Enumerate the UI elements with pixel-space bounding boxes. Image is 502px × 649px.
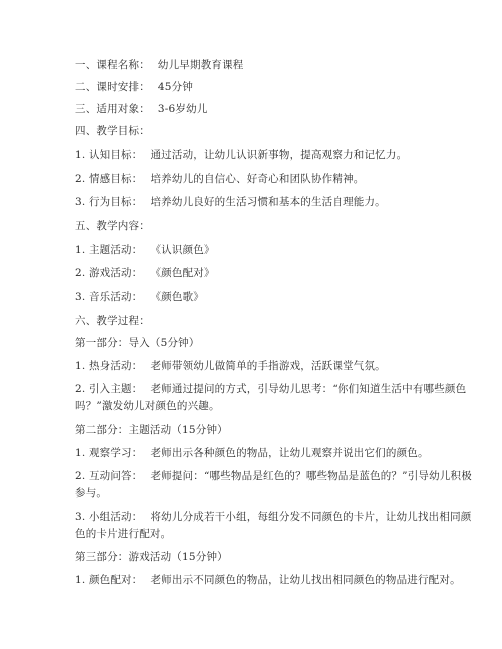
color-match-line <box>75 572 475 589</box>
content-game-value: 《颜色配对》 <box>150 267 215 279</box>
content-theme-line <box>75 242 475 259</box>
process-heading: 六、教学过程： <box>75 315 150 327</box>
goal-cognitive-label: 1. 认知目标： <box>75 149 143 161</box>
goal-emotional-line <box>75 171 475 188</box>
content-heading: 五、教学内容： <box>75 220 150 232</box>
content-game-line <box>75 265 475 282</box>
duration-value: 45分钟 <box>157 81 194 93</box>
goal-behavior-line <box>75 194 475 211</box>
warmup-label: 1. 热身活动： <box>75 360 143 372</box>
observe-value: 老师出示各种颜色的物品，让幼儿观察并说出它们的颜色。 <box>150 447 429 459</box>
content-game-label: 2. 游戏活动： <box>75 267 143 279</box>
section-heading-goals <box>75 123 475 140</box>
content-theme-label: 1. 主题活动： <box>75 244 143 256</box>
course-name-line <box>75 57 475 74</box>
section-heading-process <box>75 313 475 330</box>
part-two-heading <box>75 422 475 439</box>
goal-behavior-value: 培养幼儿良好的生活习惯和基本的生活自理能力。 <box>150 196 386 208</box>
intro-topic-value: 老师通过提问的方式，引导幼儿思考：“你们知道生活中有哪些颜色吗？”激发幼儿对颜色的兴趣。 <box>75 383 467 412</box>
qa-value: 老师提问：“哪些物品是红色的？哪些物品是蓝色的？”引导幼儿积极参与。 <box>75 470 472 499</box>
audience-value: 3-6岁幼儿 <box>157 103 208 115</box>
goal-cognitive-line <box>75 147 475 164</box>
part-two-title: 第二部分：主题活动（15分钟） <box>75 424 228 436</box>
part-one-title: 第一部分：导入（5分钟） <box>75 337 200 349</box>
content-music-value: 《颜色歌》 <box>150 291 204 303</box>
goal-emotional-label: 2. 情感目标： <box>75 173 143 185</box>
audience-line <box>75 101 475 118</box>
goal-cognitive-value: 通过活动，让幼儿认识新事物，提高观察力和记忆力。 <box>150 149 408 161</box>
duration-label: 二、课时安排： <box>75 81 150 93</box>
part-three-heading <box>75 549 475 566</box>
duration-line <box>75 79 475 96</box>
course-name-value: 幼儿早期教育课程 <box>157 59 244 71</box>
goals-heading: 四、教学目标： <box>75 125 150 137</box>
observe-line <box>75 445 475 462</box>
color-match-value: 老师出示不同颜色的物品，让幼儿找出相同颜色的物品进行配对。 <box>150 574 461 586</box>
group-activity-paragraph <box>75 509 475 543</box>
goal-behavior-label: 3. 行为目标： <box>75 196 143 208</box>
warmup-value: 老师带领幼儿做简单的手指游戏，活跃课堂气氛。 <box>150 360 386 372</box>
content-theme-value: 《认识颜色》 <box>150 244 215 256</box>
qa-label: 2. 互动问答： <box>75 470 143 482</box>
intro-topic-label: 2. 引入主题： <box>75 383 143 395</box>
warmup-line <box>75 358 475 375</box>
audience-label: 三、适用对象： <box>75 103 150 115</box>
color-match-label: 1. 颜色配对： <box>75 574 143 586</box>
observe-label: 1. 观察学习： <box>75 447 143 459</box>
document-page <box>75 0 475 649</box>
part-one-heading <box>75 335 475 352</box>
section-heading-content <box>75 218 475 235</box>
qa-paragraph <box>75 468 475 502</box>
intro-topic-paragraph <box>75 381 475 415</box>
part-three-title: 第三部分：游戏活动（15分钟） <box>75 551 228 563</box>
content-music-label: 3. 音乐活动： <box>75 291 143 303</box>
group-activity-label: 3. 小组活动： <box>75 511 143 523</box>
content-music-line <box>75 289 475 306</box>
course-name-label: 一、课程名称： <box>75 59 150 71</box>
group-activity-value: 将幼儿分成若干小组，每组分发不同颜色的卡片，让幼儿找出相同颜色的卡片进行配对。 <box>75 511 472 540</box>
goal-emotional-value: 培养幼儿的自信心、好奇心和团队协作精神。 <box>150 173 365 185</box>
